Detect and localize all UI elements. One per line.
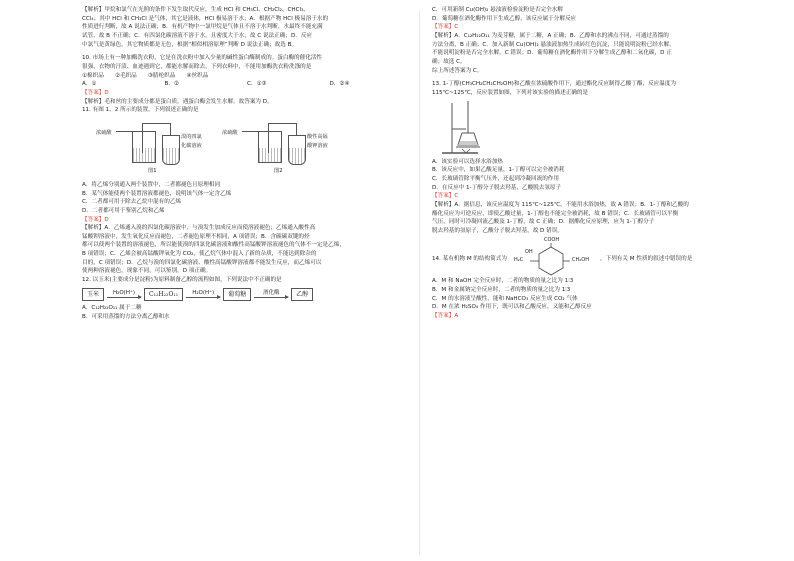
q12-flowchart [82, 288, 412, 301]
q10-option: C．①③ [247, 81, 267, 88]
flow-reagent: H₂O(H⁺) [192, 289, 215, 296]
struct-ch2oh-label: CH₂OH [572, 257, 589, 264]
fig2-inlet-tube [242, 131, 258, 132]
flow-reagent: H₂O(H⁺) [113, 289, 136, 296]
q11-answer: 【答案】D [82, 216, 109, 223]
q9-explanation-line: 试管，故 B 不正确；C．有四氯化碳溶液不溶于水，且密度大于水，故 C 说法正确；D．反应 [82, 32, 313, 39]
q12-explanation-line: 确；故选 C。 [432, 58, 466, 65]
flow-disaccharide: C₁₂H₂₂O₁₁ [144, 288, 183, 301]
q11-option-b: B．某气体能使两个装置溶液都褪色，说明该气体一定含乙烯 [82, 190, 232, 197]
q10-options [82, 80, 412, 89]
q14-stem-tail: ，下列有关 M 性质的叙述中错误的是 [600, 256, 693, 263]
q10-items: ①棉织品 ②毛织品 ③腈纶织品 ④丝织品 [82, 72, 209, 79]
q12-answer: 【答案】C [432, 24, 459, 31]
fig1-bromine-label: 化碳溶液 [181, 142, 202, 149]
q14-stem: 14. 某有机物 M 的结构简式为 [432, 256, 507, 263]
q10-stem: 10. 市场上有一种加酶洗衣粉，它是在洗衣粉中加入少量的碱性蛋白酶制成的。蛋白酶的催化活性 [82, 55, 323, 62]
q14-option-c: C．M 的水溶液呈酸性，能和 NaHCO₃ 反应生成 CO₂ 气体 [432, 295, 578, 302]
q13-explanation-line: 气压，同时可冷凝回流乙酸及 1-丁醇，故 C 正确；D．据酯化反应原理，应为 1-丁醇分子 [432, 219, 655, 226]
q14-stem-block [432, 237, 732, 277]
fig1-bottle-tube [142, 123, 143, 153]
q11-explanation-line: 锰酸钾溶液中，发生氧化反应而褪色，二者褪色原理不相同，A 项错误；B．含碳碳双键的烃 [82, 233, 310, 240]
q12-option-a: A．C₁₂H₂₂O₁₁ 属于二糖 [82, 305, 142, 312]
q11-option-c: C．二者都可用于除去乙烷中混有的乙烯 [82, 199, 182, 206]
q9-explanation-line: CCl₄；其中 HCl 和 CH₃Cl 是气体，其它是液体，HCl 极易溶于水；A．根据产物 HCl 极易溶于水的 [82, 15, 329, 22]
fig1-connecting-tube [142, 123, 170, 124]
q10-answer: 【答案】D [82, 89, 109, 96]
q12-explanation-line: 【解析】A．C₁₂H₂₂O₁₁ 为麦芽糖，属于二糖，A 正确；B．乙醇和水的沸点不同，可通过蒸馏的 [432, 32, 669, 39]
flow-reagent: 酒化酶 [262, 289, 280, 296]
q13-stem: 13. 1-丁醇(CH₃CH₂CH₂CH₂OH)和乙酸在浓硫酸作用下，通过酯化反应制得乙酸丁酯，反应温度为 [432, 81, 677, 88]
fig1-caption: 图1 [148, 167, 157, 174]
fig1-bromine-label: 溴的四氯 [181, 133, 202, 140]
q10-option: B．② [164, 81, 179, 88]
q10-stem: 很强，衣物的汗渍、血迹遇到它，都能水解而除去，下列衣料中，不能用加酶洗衣粉洗涤的是 [82, 63, 312, 70]
q13-explanation-line: 【解析】A．据信息，该反应温度为 115℃~125℃，不能用水浴加热，故 A 错误；B．1-丁醇和乙酸的 [432, 201, 689, 208]
struct-oh-label: OH [525, 249, 533, 256]
q12-explanation-line: 不能说明淀粉是否完全水解，C 错误；D．葡萄糖在酒化酶作用下分解生成乙醇和二氧化碳，D 正 [432, 50, 672, 57]
fig2-kmno4-label: 酸性高锰 [307, 133, 328, 140]
q10-option: D．②④ [329, 81, 350, 88]
q14-answer: 【答案】A [432, 313, 459, 320]
fig2-caption: 图2 [274, 167, 283, 174]
q13-explanation-line: 脱去羟基的氢原子，乙酸分子脱去羟基，故 D 错误。 [432, 227, 563, 234]
q12-stem: 12. 以玉米(主要成分是淀粉)为原料制备乙醇的流程如图，下列说法中不正确的是 [82, 277, 282, 284]
q12-explanation-line: 方法分离，B 正确；C．加入新制 Cu(OH)₂ 悬浊液加热生成砖红色沉淀，只能说明淀粉已经水解， [432, 41, 675, 48]
fig2-wash-bottle [258, 131, 282, 163]
q12-option-d: D．葡萄糖在酒化酶作用下生成乙醇，该反应属于分解反应 [432, 15, 577, 22]
flow-arrow [186, 291, 220, 299]
fig1-inlet-tube [116, 131, 132, 132]
q9-explanation-line: 【解析】甲烷和氯气在光照的条件下发生取代反应，生成 HCl 和 CH₃Cl、CH₂Cl₂、CHCl₃、 [82, 7, 309, 13]
q12-option-b: B．可采用蒸馏的方法分离乙醇和水 [82, 313, 170, 320]
q14-option-d: D．M 在浓 H₂SO₄ 作用下，既可以和乙酸反应，又能和乙醇反应 [432, 304, 592, 311]
flow-arrow [254, 291, 288, 299]
fig1-wash-bottle [132, 131, 156, 163]
q11-explanation-line: 目的，C 项错误；D．乙烷与溴的四氯化碳溶液、酸性高锰酸钾溶液都不能发生反应，而乙烯可以 [82, 259, 322, 266]
q13-option-a: A．该实验可以选择水浴加热 [432, 158, 503, 165]
column-divider [419, 10, 420, 555]
q13-option-d: D．在反应中 1-丁醇分子脱去羟基，乙酸脱去氢原子 [432, 184, 562, 191]
q11-stem: 11. 有图 1、2 所示的装置，下列叙述正确的是 [82, 107, 199, 114]
struct-cooh-label: COOH [544, 237, 560, 244]
q13-option-c: C．长玻璃管除平衡气压外，还起到冷凝回流的作用 [432, 175, 559, 182]
flow-ethanol: 乙醇 [291, 288, 313, 301]
q9-explanation-line: 中氯气是黄绿色，其它物质都是无色，根据“相似相溶原理”判断 D 说法正确；故选 B。 [82, 41, 298, 48]
q9-explanation-line: 性质进行判断，故 A 说法正确；B．有机产物中一氯甲烷是气体且不溶于水判断，水最终不能充满 [82, 24, 323, 31]
fig2-kmno4-label: 酸钾溶液 [307, 142, 328, 149]
flow-corn: 玉米 [82, 288, 104, 301]
q14-option-a: A．M 和 NaOH 完全反应时，二者的物质的量之比为 1∶3 [432, 278, 574, 285]
q12-option-c: C．可用新制 Cu(OH)₂ 悬浊液检验淀粉是否完全水解 [432, 7, 563, 13]
q13-stem: 115℃~125℃，反应装置如图，下列对该实验的描述正确的是 [432, 89, 589, 96]
flow-arrow [107, 291, 141, 299]
right-column [432, 6, 732, 321]
q11-explanation-line: 【解析】A．乙烯通入溴的四氯化碳溶液中，与溴发生加成反应而使溶液褪色；乙烯通入酸性高 [82, 225, 316, 232]
fig2-test-tube [288, 135, 306, 165]
q11-explanation-line: 使两种溶液褪色，现象不同，可以鉴别，D 项正确。 [82, 268, 212, 275]
fig1-acid-label: 浓硫酸 [96, 129, 112, 136]
q13-explanation-line: 酯化反应为可逆反应，即使乙酸过量，1-丁醇也不能完全被消耗，故 B 错误；C．长玻璃管可以平衡 [432, 210, 679, 217]
q14-option-b: B．M 和金属钠完全反应时，二者的物质的量之比为 1∶3 [432, 287, 571, 294]
fig2-connecting-tube [268, 123, 296, 124]
q13-answer: 【答案】C [432, 193, 459, 200]
fig1-test-tube [162, 135, 180, 165]
q12-explanation-line: 综上所述答案为 C。 [432, 67, 483, 74]
q11-explanation-line: 都可以使两个装置的溶液褪色，所以能使溴的四氯化碳溶液和酸性高锰酸钾溶液褪色的气体不一定是乙烯， [82, 242, 345, 249]
q13-option-b: B．该反应中，如果乙酸足量，1-丁醇可以完全被消耗 [432, 167, 565, 174]
q11-explanation-line: B 项错误；C．乙烯会被高锰酸钾氧化为 CO₂，使乙烷气体中混入了新的杂质，不能达到除杂的 [82, 251, 317, 258]
q10-explanation: 【解析】毛和丝的主要成分都是蛋白质，遇蛋白酶会发生水解。故答案为 D。 [82, 98, 273, 105]
fig2-bottle-tube [268, 123, 269, 153]
reflux-apparatus-drawing [432, 99, 552, 157]
q11-option-a: A．将乙烯分别通入两个装置中，二者都褪色且原理相同 [82, 181, 221, 188]
left-column [82, 6, 412, 321]
q10-option: A．① [82, 81, 97, 88]
flow-glucose: 葡萄糖 [223, 288, 251, 301]
fig2-acid-label: 浓硫酸 [222, 129, 238, 136]
q11-option-d: D．二者都可用于鉴别乙烷和乙烯 [82, 207, 165, 214]
q13-apparatus [432, 99, 732, 157]
q11-figure [82, 117, 412, 179]
struct-h2c-label: H₂C [514, 257, 524, 264]
